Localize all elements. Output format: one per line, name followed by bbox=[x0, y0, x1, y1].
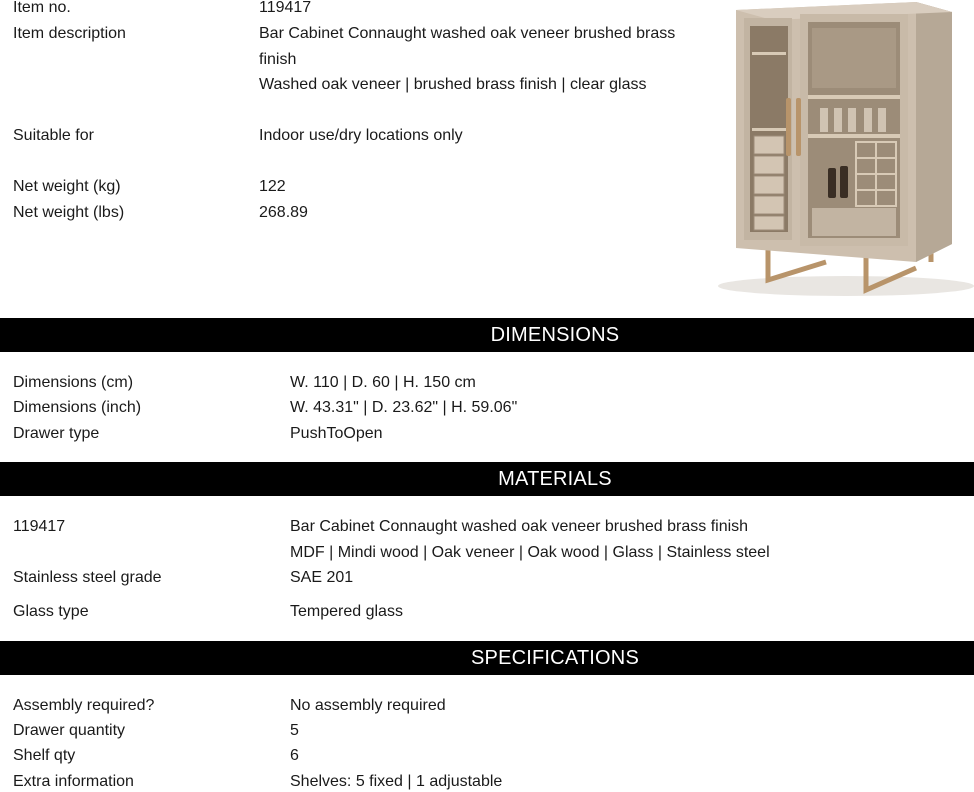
suitable-for-value: Indoor use/dry locations only bbox=[259, 127, 463, 144]
dimensions-heading: DIMENSIONS bbox=[490, 323, 620, 346]
shelf-qty-label: Shelf qty bbox=[13, 747, 76, 764]
materials-heading: MATERIALS bbox=[498, 467, 612, 490]
item-description-line2: finish bbox=[259, 51, 297, 68]
specifications-header bbox=[0, 641, 974, 675]
dimensions-inch-label: Dimensions (inch) bbox=[13, 399, 142, 416]
drawer-type-label: Drawer type bbox=[13, 425, 100, 442]
extra-information-label: Extra information bbox=[13, 773, 134, 790]
stainless-steel-grade-label: Stainless steel grade bbox=[13, 569, 162, 586]
product-image bbox=[716, 0, 974, 300]
item-no-label: Item no. bbox=[13, 0, 71, 16]
item-description-line1: Bar Cabinet Connaught washed oak veneer brushed brass bbox=[259, 25, 676, 42]
materials-header bbox=[0, 462, 974, 496]
glass-type-value: Tempered glass bbox=[290, 603, 403, 620]
stainless-steel-grade-value: SAE 201 bbox=[290, 569, 354, 586]
dimensions-header bbox=[0, 318, 974, 352]
item-description-line3: Washed oak veneer | brushed brass finish | clear glass bbox=[259, 76, 647, 93]
drawer-quantity-label: Drawer quantity bbox=[13, 722, 126, 739]
net-weight-lbs-value: 268.89 bbox=[259, 204, 308, 221]
assembly-required-label: Assembly required? bbox=[13, 697, 155, 714]
assembly-required-value: No assembly required bbox=[290, 697, 446, 714]
suitable-for-label: Suitable for bbox=[13, 127, 94, 144]
net-weight-kg-label: Net weight (kg) bbox=[13, 178, 121, 195]
drawer-quantity-value: 5 bbox=[290, 722, 299, 739]
drawer-type-value: PushToOpen bbox=[290, 425, 383, 442]
dimensions-inch-value: W. 43.31" | D. 23.62" | H. 59.06" bbox=[290, 399, 518, 416]
material-list-value: MDF | Mindi wood | Oak veneer | Oak wood | Glass | Stainless steel bbox=[290, 544, 770, 561]
dimensions-cm-label: Dimensions (cm) bbox=[13, 374, 134, 391]
net-weight-kg-value: 122 bbox=[259, 178, 286, 195]
item-description-label: Item description bbox=[13, 25, 126, 42]
bar-cabinet-illustration bbox=[716, 0, 974, 300]
glass-type-label: Glass type bbox=[13, 603, 89, 620]
material-code-label: 119417 bbox=[13, 518, 66, 535]
shelf-qty-value: 6 bbox=[290, 747, 299, 764]
net-weight-lbs-label: Net weight (lbs) bbox=[13, 204, 125, 221]
specifications-heading: SPECIFICATIONS bbox=[470, 646, 639, 669]
material-code-value: Bar Cabinet Connaught washed oak veneer brushed brass finish bbox=[290, 518, 749, 535]
dimensions-cm-value: W. 110 | D. 60 | H. 150 cm bbox=[290, 374, 476, 391]
extra-information-value: Shelves: 5 fixed | 1 adjustable bbox=[290, 773, 503, 790]
item-no-value: 119417 bbox=[259, 0, 312, 16]
